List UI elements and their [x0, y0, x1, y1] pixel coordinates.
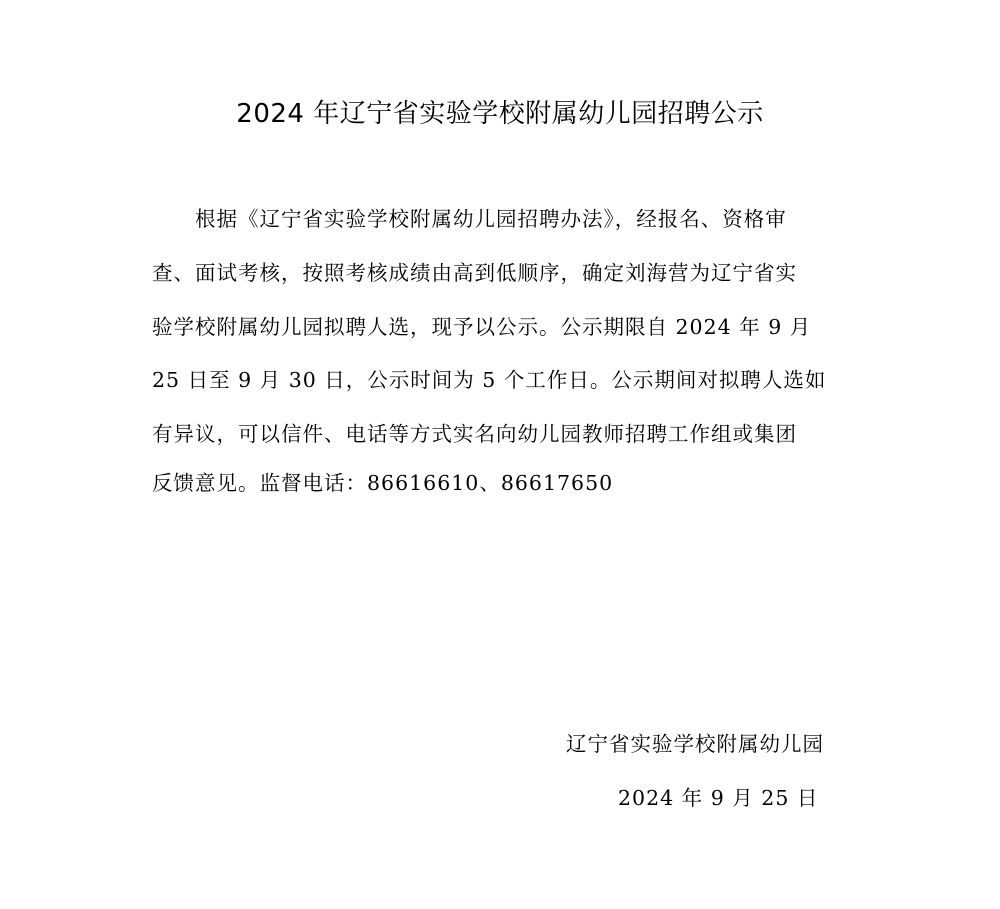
signature-organization: 辽宁省实验学校附属幼儿园	[566, 732, 824, 756]
document-title: 2024 年辽宁省实验学校附属幼儿园招聘公示	[236, 99, 764, 129]
body-line-3: 验学校附属幼儿园拟聘人选，现予以公示。公示期限自 2024 年 9 月	[152, 315, 812, 339]
body-line-5: 有异议，可以信件、电话等方式实名向幼儿园教师招聘工作组或集团	[152, 422, 797, 446]
body-line-2: 查、面试考核，按照考核成绩由高到低顺序，确定刘海营为辽宁省实	[152, 261, 797, 285]
body-line-6: 反馈意见。监督电话：86616610、86617650	[152, 471, 614, 495]
signature-date: 2024 年 9 月 25 日	[618, 786, 819, 810]
body-line-1: 根据《辽宁省实验学校附属幼儿园招聘办法》，经报名、资格审	[152, 207, 787, 231]
body-line-4: 25 日至 9 月 30 日，公示时间为 5 个工作日。公示期间对拟聘人选如	[152, 368, 827, 392]
